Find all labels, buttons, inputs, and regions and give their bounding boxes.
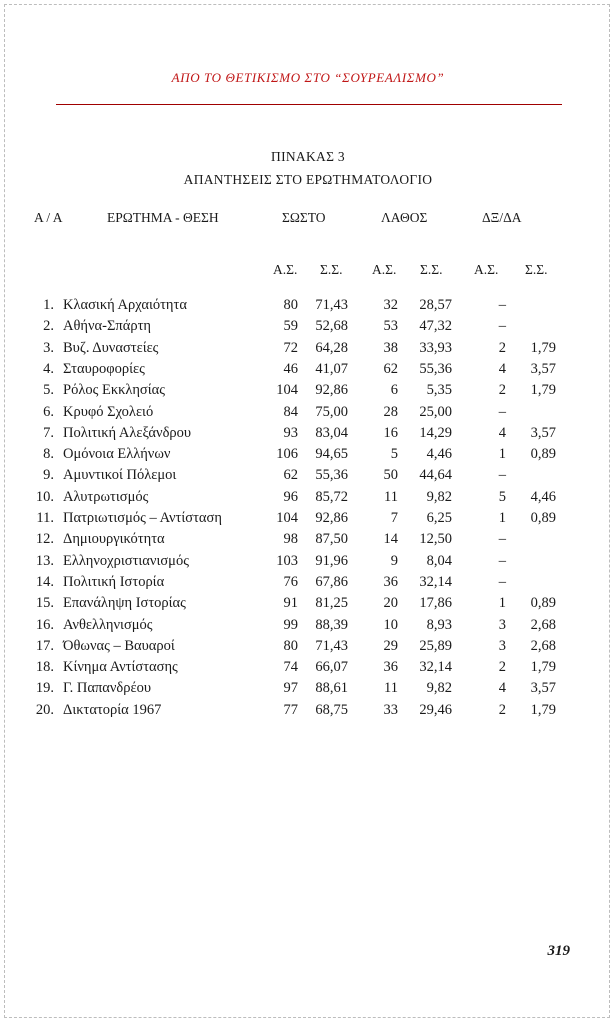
wrong-percent: 55,36 xyxy=(419,360,452,377)
wrong-percent: 32,14 xyxy=(419,573,452,590)
dk-count: – xyxy=(498,297,506,313)
wrong-percent: 17,86 xyxy=(419,595,452,612)
header-correct: ΣΩΣΤΟ xyxy=(282,210,326,225)
table-row xyxy=(0,361,616,382)
dk-count: 4 xyxy=(498,360,506,377)
correct-count: 62 xyxy=(283,467,298,484)
correct-count: 99 xyxy=(283,616,298,633)
wrong-percent: 8,04 xyxy=(426,552,452,569)
header-wrong: ΛΑΘΟΣ xyxy=(381,210,428,225)
table-subtitle: ΑΠΑΝΤΗΣΕΙΣ ΣΤΟ ΕΡΩΤΗΜΑΤΟΛΟΓΙΟ xyxy=(183,172,433,187)
correct-count: 80 xyxy=(283,297,298,313)
dk-count: 3 xyxy=(498,637,506,654)
row-number: 11. xyxy=(36,510,54,526)
wrong-percent: 8,93 xyxy=(426,616,452,633)
correct-count: 84 xyxy=(283,403,298,420)
dk-count: 2 xyxy=(498,382,506,399)
wrong-count: 33 xyxy=(383,701,398,718)
wrong-count: 36 xyxy=(383,573,398,590)
table-row xyxy=(0,531,616,552)
correct-percent: 88,61 xyxy=(315,680,348,697)
dk-count: 3 xyxy=(498,616,506,633)
row-number: 6. xyxy=(43,403,54,420)
correct-percent: 71,43 xyxy=(315,297,348,313)
dk-percent: 2,68 xyxy=(530,637,556,654)
wrong-count: 62 xyxy=(383,360,398,377)
table-row xyxy=(0,553,616,574)
correct-count: 93 xyxy=(283,424,298,441)
wrong-percent: 5,35 xyxy=(426,382,452,399)
header-aa: Α / Α xyxy=(34,210,63,225)
dk-count: 2 xyxy=(498,659,506,676)
row-question: Σταυροφορίες xyxy=(63,360,145,377)
row-number: 18. xyxy=(35,659,54,676)
header-rule xyxy=(56,104,562,105)
row-question: Ελληνοχριστιανισμός xyxy=(63,552,189,569)
dk-percent: 3,57 xyxy=(530,680,556,697)
dk-count: 1 xyxy=(498,510,506,526)
correct-count: 98 xyxy=(283,531,298,548)
correct-percent: 71,43 xyxy=(315,637,348,654)
wrong-count: 9 xyxy=(390,552,398,569)
dk-percent: 1,79 xyxy=(530,382,556,399)
correct-count: 72 xyxy=(283,339,298,356)
row-number: 12. xyxy=(35,531,54,548)
row-number: 3. xyxy=(43,339,54,356)
row-question: Αθήνα-Σπάρτη xyxy=(63,318,151,335)
correct-count: 59 xyxy=(283,318,298,335)
correct-count: 91 xyxy=(283,595,298,612)
row-number: 5. xyxy=(43,382,54,399)
wrong-count: 14 xyxy=(383,531,398,548)
correct-percent: 81,25 xyxy=(315,595,348,612)
dk-count: 2 xyxy=(498,339,506,356)
wrong-count: 53 xyxy=(383,318,398,335)
correct-percent: 91,96 xyxy=(315,552,348,569)
row-number: 15. xyxy=(35,595,54,612)
wrong-percent: 9,82 xyxy=(426,488,452,505)
table-row xyxy=(0,467,616,488)
wrong-count: 38 xyxy=(383,339,398,356)
dk-percent: 0,89 xyxy=(530,595,556,612)
subheader-dk-as: Α.Σ. xyxy=(474,262,499,277)
table-row xyxy=(0,340,616,361)
row-number: 9. xyxy=(43,467,54,484)
subheader-dk-ss: Σ.Σ. xyxy=(525,262,548,277)
table-row xyxy=(0,574,616,595)
wrong-percent: 9,82 xyxy=(426,680,452,697)
correct-count: 104 xyxy=(276,382,298,399)
dk-count: 5 xyxy=(498,488,506,505)
correct-percent: 52,68 xyxy=(315,318,348,335)
row-number: 19. xyxy=(35,680,54,697)
row-number: 13. xyxy=(35,552,54,569)
row-number: 4. xyxy=(43,360,54,377)
dk-count: 4 xyxy=(498,680,506,697)
row-number: 14. xyxy=(35,573,54,590)
row-number: 8. xyxy=(43,446,54,463)
wrong-count: 32 xyxy=(383,297,398,313)
row-number: 1. xyxy=(43,297,54,313)
running-head: ΑΠΟ ΤΟ ΘΕΤΙΚΙΣΜΟ ΣΤΟ “ΣΟΥΡΕΑΛΙΣΜΟ” xyxy=(171,70,445,85)
row-question: Επανάληψη Ιστορίας xyxy=(63,595,186,612)
wrong-percent: 44,64 xyxy=(419,467,452,484)
dk-count: – xyxy=(498,318,506,335)
correct-percent: 41,07 xyxy=(315,360,348,377)
table-row xyxy=(0,382,616,403)
dk-percent: 1,79 xyxy=(530,701,556,718)
wrong-percent: 4,46 xyxy=(426,446,452,463)
wrong-count: 5 xyxy=(390,446,398,463)
correct-count: 46 xyxy=(283,360,298,377)
correct-percent: 92,86 xyxy=(315,382,348,399)
wrong-percent: 29,46 xyxy=(419,701,452,718)
dk-percent: 3,57 xyxy=(530,424,556,441)
wrong-count: 6 xyxy=(390,382,398,399)
dk-count: 1 xyxy=(498,595,506,612)
row-question: Αμυντικοί Πόλεμοι xyxy=(63,467,177,484)
header-dk: ΔΞ/ΔΑ xyxy=(482,210,522,225)
wrong-count: 50 xyxy=(383,467,398,484)
dk-count: 2 xyxy=(498,701,506,718)
correct-count: 106 xyxy=(276,446,298,463)
wrong-percent: 25,89 xyxy=(419,637,452,654)
correct-count: 104 xyxy=(276,510,298,526)
dk-percent: 0,89 xyxy=(530,510,556,526)
row-question: Πολιτική Αλεξάνδρου xyxy=(63,424,192,441)
row-question: Ανθελληνισμός xyxy=(63,616,153,633)
dk-count: – xyxy=(498,531,506,548)
row-number: 17. xyxy=(35,637,54,654)
row-question: Κρυφό Σχολειό xyxy=(63,403,154,420)
row-number: 2. xyxy=(43,318,54,335)
table-row xyxy=(0,659,616,680)
correct-percent: 68,75 xyxy=(315,701,348,718)
row-question: Ομόνοια Ελλήνων xyxy=(63,446,171,463)
wrong-count: 7 xyxy=(390,510,398,526)
row-question: Δικτατορία 1967 xyxy=(63,701,162,718)
wrong-count: 20 xyxy=(383,595,398,612)
correct-count: 77 xyxy=(283,701,298,718)
wrong-percent: 33,93 xyxy=(419,339,452,356)
correct-count: 74 xyxy=(283,659,298,676)
correct-percent: 85,72 xyxy=(315,488,348,505)
row-number: 16. xyxy=(35,616,54,633)
row-question: Κίνημα Αντίστασης xyxy=(63,659,178,676)
dk-percent: 0,89 xyxy=(530,446,556,463)
dk-count: – xyxy=(498,467,506,484)
subheader-correct-ss: Σ.Σ. xyxy=(320,262,343,277)
correct-percent: 87,50 xyxy=(315,531,348,548)
table-row xyxy=(0,510,616,531)
wrong-percent: 47,32 xyxy=(419,318,452,335)
wrong-count: 28 xyxy=(383,403,398,420)
row-question: Πατριωτισμός – Αντίσταση xyxy=(63,510,222,526)
row-question: Αλυτρωτισμός xyxy=(63,488,149,505)
row-number: 10. xyxy=(35,488,54,505)
row-question: Δημιουργικότητα xyxy=(63,531,165,548)
dk-count: 4 xyxy=(498,424,506,441)
dk-count: – xyxy=(498,403,506,420)
row-question: Γ. Παπανδρέου xyxy=(63,680,152,697)
table-row xyxy=(0,617,616,638)
row-number: 20. xyxy=(35,701,54,718)
dk-percent: 1,79 xyxy=(530,339,556,356)
table-row xyxy=(0,702,616,723)
dk-count: 1 xyxy=(498,446,506,463)
correct-percent: 83,04 xyxy=(315,424,348,441)
dk-count: – xyxy=(498,552,506,569)
correct-percent: 66,07 xyxy=(315,659,348,676)
table-row xyxy=(0,446,616,467)
table-row xyxy=(0,489,616,510)
row-question: Όθωνας – Βαυαροί xyxy=(63,637,175,654)
table-row xyxy=(0,638,616,659)
correct-count: 96 xyxy=(283,488,298,505)
table-row xyxy=(0,318,616,339)
wrong-percent: 14,29 xyxy=(419,424,452,441)
wrong-count: 36 xyxy=(383,659,398,676)
wrong-percent: 32,14 xyxy=(419,659,452,676)
correct-percent: 92,86 xyxy=(315,510,348,526)
dk-percent: 2,68 xyxy=(530,616,556,633)
correct-count: 103 xyxy=(276,552,298,569)
row-question: Πολιτική Ιστορία xyxy=(63,573,165,590)
table-row xyxy=(0,595,616,616)
wrong-count: 11 xyxy=(384,680,398,697)
correct-percent: 94,65 xyxy=(315,446,348,463)
wrong-percent: 12,50 xyxy=(419,531,452,548)
table-row xyxy=(0,297,616,318)
dk-percent: 3,57 xyxy=(530,360,556,377)
correct-count: 97 xyxy=(283,680,298,697)
wrong-percent: 6,25 xyxy=(426,510,452,526)
subheader-correct-as: Α.Σ. xyxy=(273,262,298,277)
row-question: Βυζ. Δυναστείες xyxy=(63,339,159,356)
subheader-wrong-as: Α.Σ. xyxy=(372,262,397,277)
wrong-count: 16 xyxy=(383,424,398,441)
correct-percent: 75,00 xyxy=(315,403,348,420)
wrong-count: 29 xyxy=(383,637,398,654)
row-question: Ρόλος Εκκλησίας xyxy=(63,382,165,399)
subheader-wrong-ss: Σ.Σ. xyxy=(420,262,443,277)
dk-percent: 1,79 xyxy=(530,659,556,676)
correct-percent: 67,86 xyxy=(315,573,348,590)
correct-percent: 88,39 xyxy=(315,616,348,633)
page-number: 319 xyxy=(547,943,570,959)
wrong-percent: 25,00 xyxy=(419,403,452,420)
header-question: ΕΡΩΤΗΜΑ - ΘΕΣΗ xyxy=(107,210,219,225)
correct-percent: 55,36 xyxy=(315,467,348,484)
row-question: Κλασική Αρχαιότητα xyxy=(63,297,187,313)
correct-percent: 64,28 xyxy=(315,339,348,356)
correct-count: 76 xyxy=(283,573,298,590)
table-row xyxy=(0,425,616,446)
dk-count: – xyxy=(498,573,506,590)
row-number: 7. xyxy=(43,424,54,441)
table-title: ΠΙΝΑΚΑΣ 3 xyxy=(271,149,345,164)
table-row xyxy=(0,404,616,425)
correct-count: 80 xyxy=(283,637,298,654)
dk-percent: 4,46 xyxy=(530,488,556,505)
wrong-percent: 28,57 xyxy=(419,297,452,313)
wrong-count: 10 xyxy=(383,616,398,633)
wrong-count: 11 xyxy=(384,488,398,505)
table-row xyxy=(0,680,616,701)
